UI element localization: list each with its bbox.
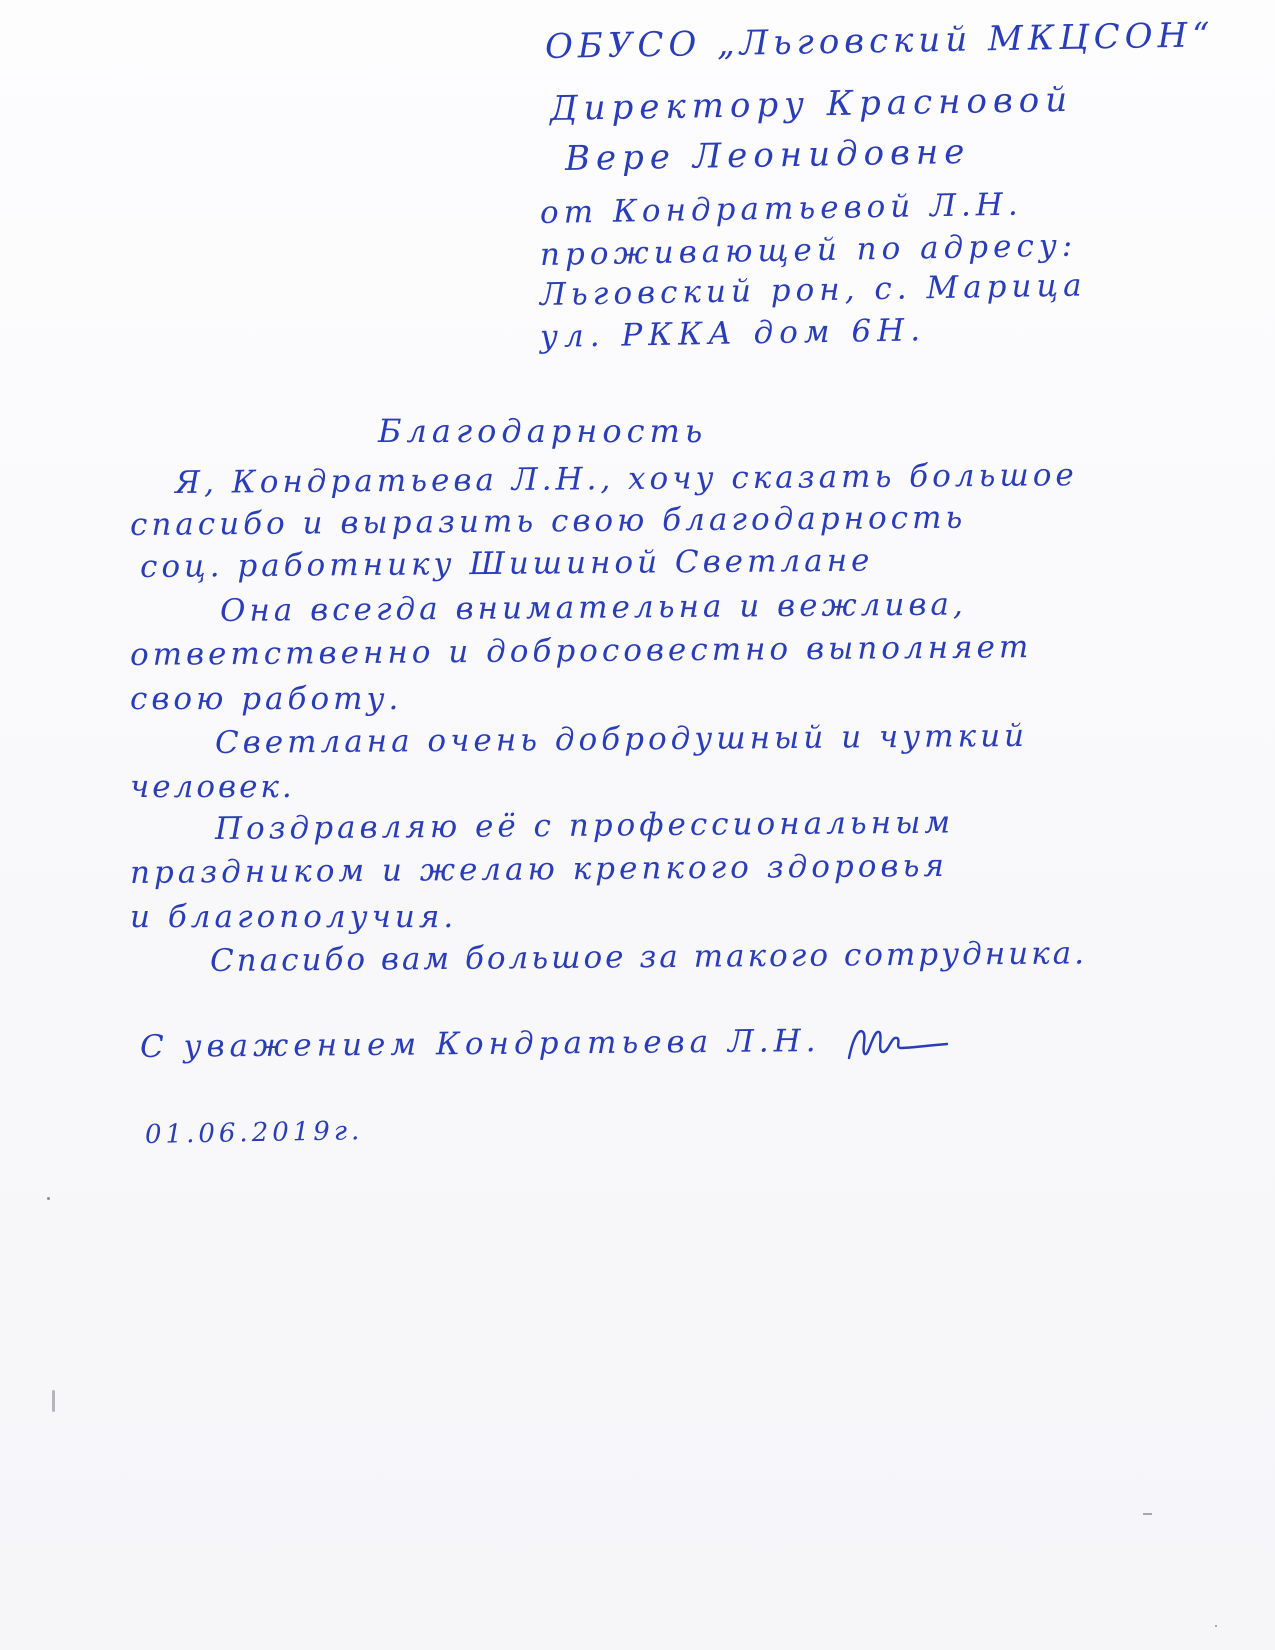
address-label: проживающей по адресу: <box>539 227 1078 273</box>
body-line: человек. <box>130 769 295 805</box>
scan-mark <box>52 1390 55 1412</box>
scan-speck <box>47 1197 50 1200</box>
body-line: свою работу. <box>130 681 403 717</box>
body-line: праздником и желаю крепкого здоровья <box>129 847 949 891</box>
body-line: спасибо и выразить свою благодарность <box>129 499 967 543</box>
letter-title: Благодарность <box>378 412 708 450</box>
sender-name: от Кондратьевой Л.Н. <box>539 186 1023 231</box>
address-line-1: Льговский рон, с. Марица <box>539 267 1087 313</box>
organization-name: ОБУСО „Льговский МКЦСОН“ <box>544 15 1215 67</box>
letter-date: 01.06.2019г. <box>144 1116 364 1150</box>
scan-speck <box>1215 1625 1217 1627</box>
body-line: Светлана очень добродушный и чуткий <box>214 717 1029 761</box>
body-line: ответственно и добросовестно выполняет <box>129 629 1033 673</box>
address-line-2: ул. РККА дом 6Н. <box>539 312 927 355</box>
handwritten-signature <box>843 1018 953 1066</box>
body-line: соц. работнику Шишиной Светлане <box>139 542 874 585</box>
body-line: Поздравляю её с профессиональным <box>214 804 955 847</box>
body-line: и благополучия. <box>130 899 458 935</box>
body-line: Спасибо вам большое за такого сотрудника. <box>209 935 1088 979</box>
addressee-line-2: Вере Леонидовне <box>564 131 971 179</box>
body-line: Я, Кондратьева Л.Н., хочу сказать большое <box>174 457 1078 501</box>
body-line: Она всегда внимательна и вежлива, <box>219 586 967 629</box>
scan-mark <box>1143 1513 1152 1515</box>
closing-regards: С уважением Кондратьева Л.Н. <box>139 1023 821 1065</box>
addressee-line-1: Директору Красновой <box>549 79 1074 129</box>
